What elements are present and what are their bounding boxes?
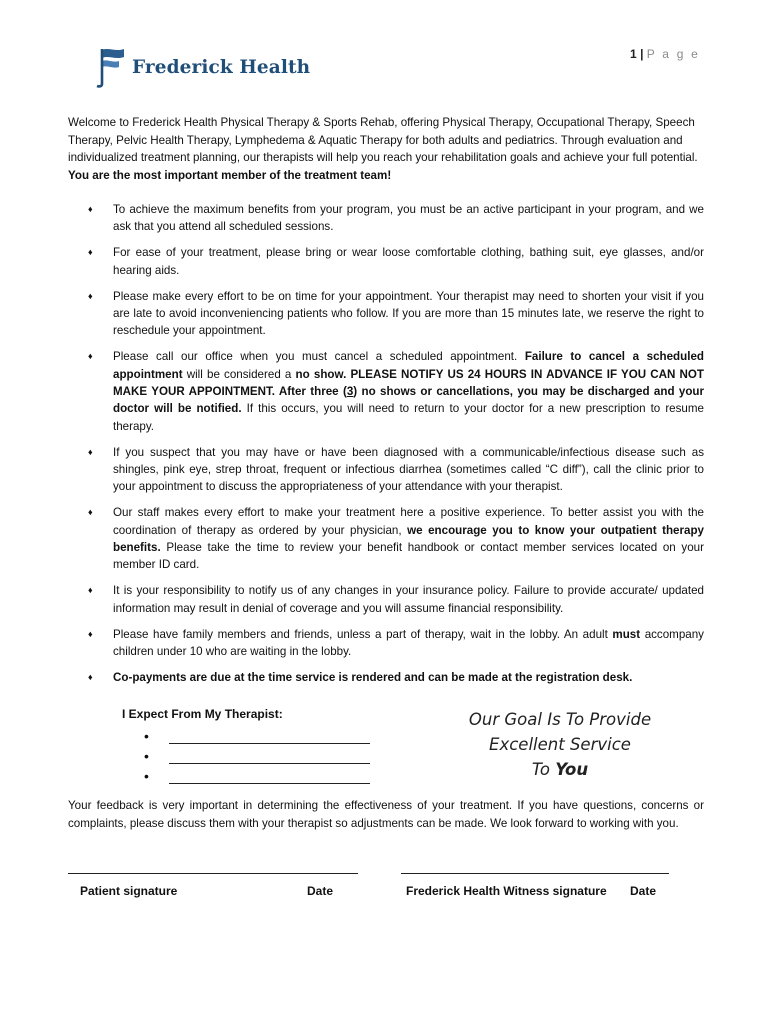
patient-signature-label: Patient signature [80, 884, 178, 898]
list-item [88, 201, 704, 236]
intro-text: Welcome to Frederick Health Physical Therapy & Sports Rehab, offering Physical Therapy, Occupational Therapy, Speech Therapy, Pelvic Health Therapy, Lymphedema & Aquatic Therapy for both adults and pediatrics. Through evaluation and individualized treatment planning, our therapists will help you reach your rehabilitation goals and achieve your full potential. [68, 116, 698, 164]
goal-statement [445, 707, 675, 782]
bullet-text: Please take the time to review your benefit handbook or contact member services located on your member ID card. [113, 541, 704, 572]
bullet-dot-icon: • [144, 748, 149, 764]
list-item [88, 626, 704, 661]
goal-line-3-emphasis: You [555, 760, 589, 779]
feedback-paragraph: Your feedback is very important in determining the effectiveness of your treatment. If you have questions, concerns or complaints, please discuss them with your therapist so adjustments can be made. We look forward to working with you. [68, 799, 704, 830]
patient-date-label: Date [307, 884, 334, 898]
diamond-bullet-icon: ♦ [88, 446, 93, 457]
goal-line-3 [445, 757, 675, 782]
diamond-bullet-icon: ♦ [88, 247, 93, 258]
bullet-bold-text: Co-payments are due at the time service is rendered and can be made at the registration desk. [113, 671, 633, 685]
witness-signature-line[interactable] [401, 873, 669, 874]
bullet-text: If you suspect that you may have or have been diagnosed with a communicable/infectious disease such as shingles, pink eye, strep throat, frequent or infectious diarrhea (sometimes called “C diff”), call the clinic prior to your appointment to discuss the appropriateness of your attendance with your therapist. [113, 445, 704, 494]
policy-bullet-list [88, 201, 704, 695]
page-number [630, 47, 700, 61]
intro-bold-text: You are the most important member of the treatment team! [68, 168, 392, 182]
flag-logo-icon [94, 46, 126, 88]
diamond-bullet-icon: ♦ [88, 585, 93, 596]
list-item [88, 348, 704, 434]
bullet-underlined-number: 3 [346, 385, 354, 399]
bullet-text: Our staff makes every effort to make your treatment here a positive experience. To better assist you with the coordination of therapy as ordered by your physician, [113, 506, 704, 537]
blank-fill-line[interactable] [169, 783, 370, 784]
bullet-text: accompany children under 10 who are waiting in the lobby. [113, 627, 704, 659]
diamond-bullet-icon: ♦ [88, 507, 93, 518]
list-item [88, 504, 704, 573]
diamond-bullet-icon: ♦ [88, 672, 93, 683]
intro-paragraph [68, 114, 704, 184]
blank-fill-line[interactable] [169, 743, 370, 744]
frederick-health-logo [94, 46, 310, 88]
page-number-separator: | [640, 47, 644, 61]
witness-date-label: Date [630, 884, 657, 898]
bullet-dot-icon: • [144, 728, 149, 744]
diamond-bullet-icon: ♦ [88, 628, 93, 639]
bullet-bold-text: must [612, 627, 641, 641]
bullet-bold-text: ) no shows or cancellations, you may be discharged and your doctor will be notified. [113, 385, 704, 416]
diamond-bullet-icon: ♦ [88, 204, 93, 214]
bullet-text: To achieve the maximum benefits from your program, you must be an active participant in your program, and we ask that you attend all scheduled sessions. [113, 203, 704, 234]
diamond-bullet-icon: ♦ [88, 351, 93, 362]
page-label: P a g e [646, 47, 700, 61]
bullet-text: Please have family members and friends, unless a part of therapy, wait in the lobby. An adult [113, 627, 608, 641]
logo-text: Frederick Health [132, 56, 311, 78]
bullet-bold-text: no show. PLEASE NOTIFY US 24 HOURS IN ADVANCE IF YOU CAN NOT MAKE YOUR APPOINTMENT. After three ( [113, 367, 705, 399]
bullet-bold-text: we encourage you to know your outpatient therapy benefits. [113, 523, 704, 555]
bullet-text: will be considered a [186, 367, 292, 381]
bullet-text: If this occurs, you will need to return to your doctor for a new prescription to resume therapy. [113, 402, 704, 433]
bullet-text: Please make every effort to be on time for your appointment. Your therapist may need to shorten your visit if you are late to avoid inconveniencing patients who follow. If you are more than 15 minutes late, we reserve the right to reschedule your appointment. [113, 289, 704, 338]
list-item [88, 244, 704, 279]
bullet-text: Please call our office when you must cancel a scheduled appointment. [113, 350, 518, 364]
list-item [88, 444, 704, 496]
bullet-text: For ease of your treatment, please bring or wear loose comfortable clothing, bathing suit, eye glasses, and/or hearing aids. [113, 246, 704, 277]
expect-heading: I Expect From My Therapist: [122, 707, 283, 721]
patient-signature-line[interactable] [68, 873, 358, 874]
list-item [88, 582, 704, 617]
goal-line-1: Our Goal Is To Provide [468, 710, 652, 729]
list-item [88, 669, 704, 686]
page-number-value: 1 [630, 47, 637, 61]
goal-line-3-prefix: To [531, 760, 550, 779]
witness-signature-label: Frederick Health Witness signature [406, 884, 607, 898]
list-item [88, 288, 704, 340]
diamond-bullet-icon: ♦ [88, 290, 93, 301]
bullet-dot-icon: • [144, 768, 149, 784]
goal-line-2: Excellent Service [489, 735, 631, 754]
bullet-text: It is your responsibility to notify us of any changes in your insurance policy. Failure to provide accurate/ updated information may result in denial of coverage and you will assume financial responsibility. [113, 584, 704, 615]
blank-fill-line[interactable] [169, 763, 370, 764]
bullet-bold-text: Failure to cancel a scheduled appointment [113, 350, 704, 381]
